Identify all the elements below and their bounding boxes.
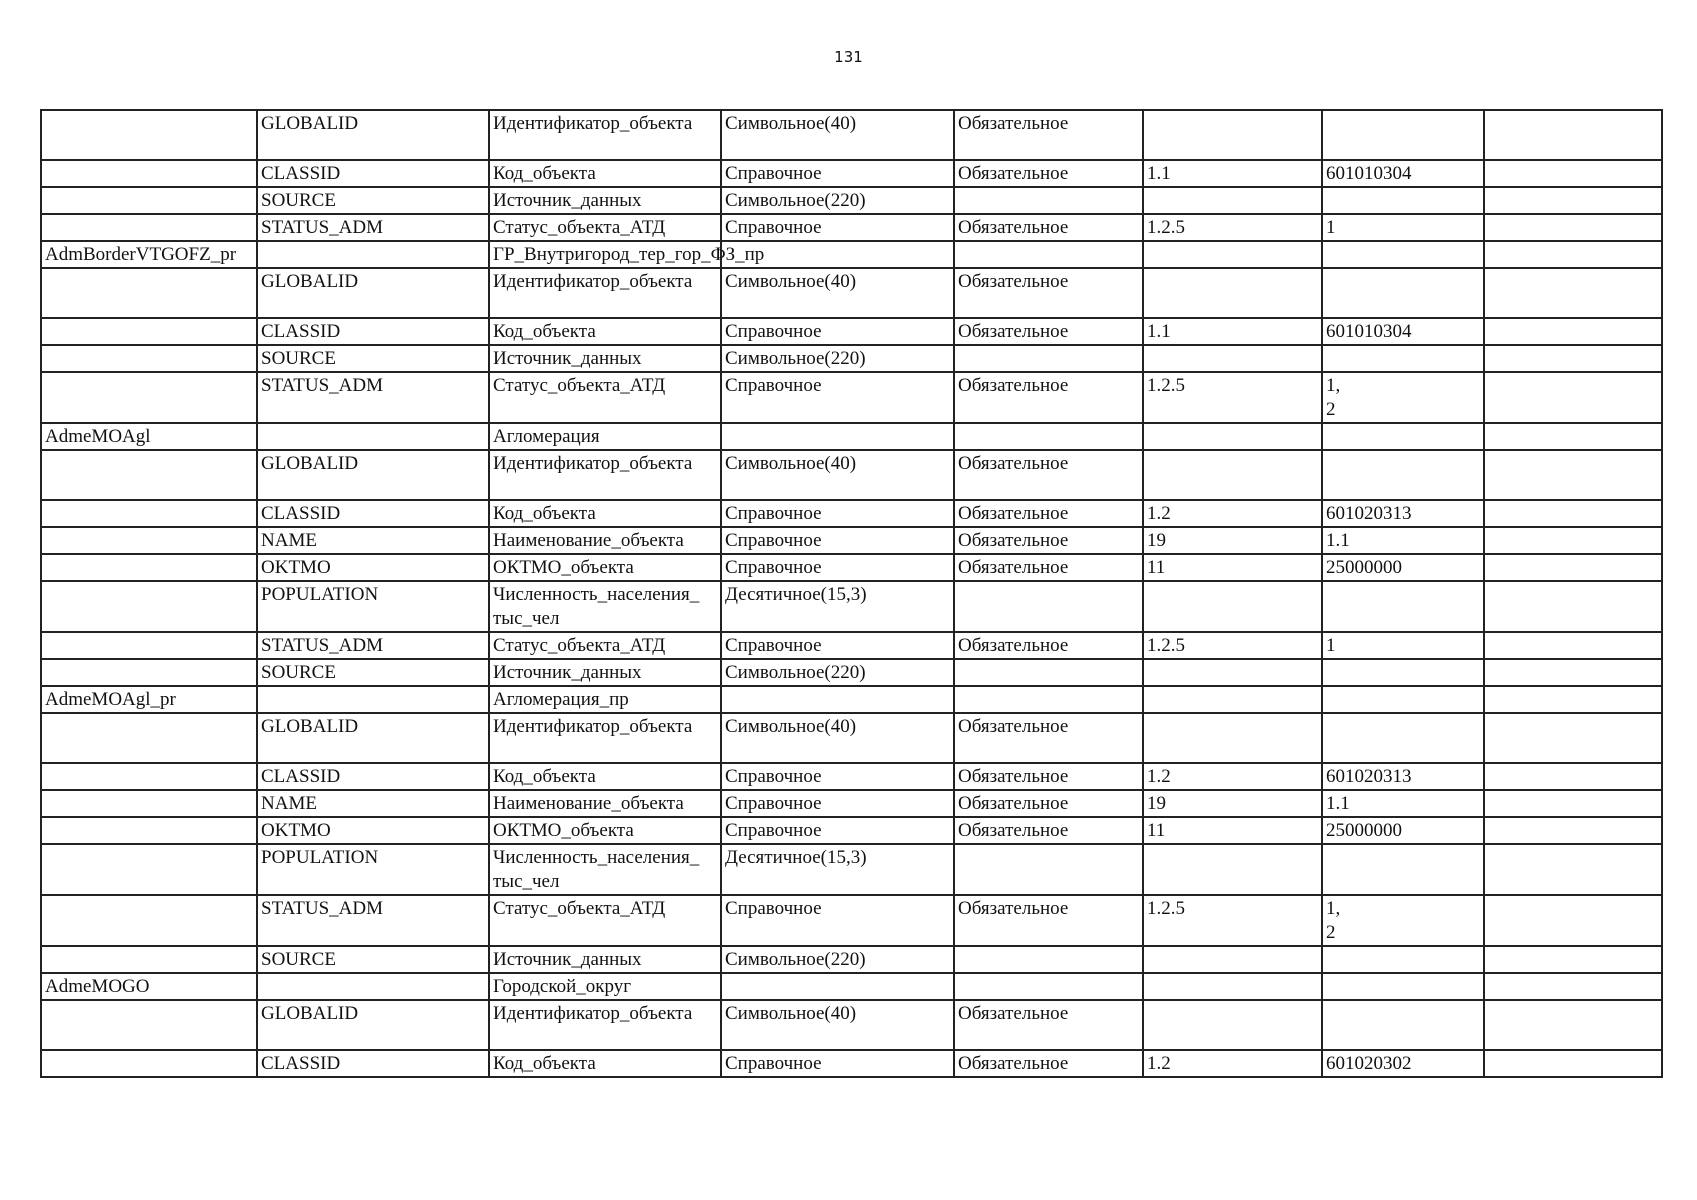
field-alias-cell: Идентификатор_объекта — [489, 1000, 721, 1050]
table-row — [41, 527, 1662, 554]
field-alias-cell: ОКТМО_объекта — [489, 817, 721, 844]
field-name-cell: NAME — [257, 790, 489, 817]
value-cell — [1322, 581, 1484, 632]
value-cell: 1, 2 — [1322, 895, 1484, 946]
field-alias-cell: Код_объекта — [489, 763, 721, 790]
value-cell: 601010304 — [1322, 160, 1484, 187]
layer-name-cell — [41, 632, 257, 659]
layer-name-cell — [41, 527, 257, 554]
field-type-cell: Символьное(220) — [721, 345, 954, 372]
field-name-cell: GLOBALID — [257, 713, 489, 763]
table-row — [41, 110, 1662, 160]
field-alias-cell: Идентификатор_объекта — [489, 110, 721, 160]
field-type-cell: Справочное — [721, 372, 954, 423]
required-cell: Обязательное — [954, 790, 1143, 817]
field-name-cell: CLASSID — [257, 763, 489, 790]
table-row — [41, 581, 1662, 632]
value-cell: 1 — [1322, 632, 1484, 659]
required-cell — [954, 946, 1143, 973]
code-cell: 1.2 — [1143, 500, 1322, 527]
note-cell — [1484, 554, 1662, 581]
note-cell — [1484, 1050, 1662, 1077]
table-row — [41, 1050, 1662, 1077]
required-cell — [954, 423, 1143, 450]
layer-name-cell — [41, 268, 257, 318]
value-cell — [1322, 946, 1484, 973]
value-cell — [1322, 450, 1484, 500]
note-cell — [1484, 527, 1662, 554]
field-name-cell: OKTMO — [257, 817, 489, 844]
required-cell — [954, 241, 1143, 268]
value-cell: 1, 2 — [1322, 372, 1484, 423]
required-cell: Обязательное — [954, 632, 1143, 659]
field-type-cell: Десятичное(15,3) — [721, 844, 954, 895]
field-name-cell: POPULATION — [257, 581, 489, 632]
field-name-cell: GLOBALID — [257, 110, 489, 160]
code-cell — [1143, 946, 1322, 973]
value-cell: 1 — [1322, 214, 1484, 241]
required-cell: Обязательное — [954, 817, 1143, 844]
code-cell — [1143, 241, 1322, 268]
field-type-cell: Справочное — [721, 500, 954, 527]
table-row — [41, 214, 1662, 241]
required-cell: Обязательное — [954, 214, 1143, 241]
code-cell — [1143, 110, 1322, 160]
note-cell — [1484, 659, 1662, 686]
code-cell: 11 — [1143, 554, 1322, 581]
field-type-cell: Справочное — [721, 895, 954, 946]
field-type-cell: Символьное(220) — [721, 659, 954, 686]
layer-name-cell — [41, 500, 257, 527]
field-type-cell: Символьное(40) — [721, 110, 954, 160]
value-cell: 601020313 — [1322, 500, 1484, 527]
table-row — [41, 187, 1662, 214]
required-cell — [954, 844, 1143, 895]
required-cell — [954, 187, 1143, 214]
note-cell — [1484, 844, 1662, 895]
layer-name-cell: AdmBorderVTGOFZ_pr — [41, 241, 257, 268]
field-type-cell: Справочное — [721, 817, 954, 844]
value-cell — [1322, 423, 1484, 450]
note-cell — [1484, 450, 1662, 500]
field-name-cell: GLOBALID — [257, 1000, 489, 1050]
field-alias-cell: Статус_объекта_АТД — [489, 214, 721, 241]
value-cell — [1322, 713, 1484, 763]
field-alias-cell: Источник_данных — [489, 345, 721, 372]
note-cell — [1484, 372, 1662, 423]
field-name-cell — [257, 686, 489, 713]
value-cell: 1.1 — [1322, 790, 1484, 817]
field-alias-cell: Код_объекта — [489, 160, 721, 187]
field-type-cell: Справочное — [721, 527, 954, 554]
code-cell: 1.2.5 — [1143, 895, 1322, 946]
field-type-cell: Символьное(40) — [721, 1000, 954, 1050]
layer-name-cell: AdmeMOGO — [41, 973, 257, 1000]
table-row — [41, 500, 1662, 527]
value-cell — [1322, 659, 1484, 686]
value-cell — [1322, 241, 1484, 268]
table-row — [41, 973, 1662, 1000]
field-name-cell: NAME — [257, 527, 489, 554]
note-cell — [1484, 686, 1662, 713]
layer-name-cell — [41, 659, 257, 686]
note-cell — [1484, 1000, 1662, 1050]
value-cell — [1322, 110, 1484, 160]
note-cell — [1484, 423, 1662, 450]
note-cell — [1484, 763, 1662, 790]
field-type-cell — [721, 686, 954, 713]
note-cell — [1484, 187, 1662, 214]
code-cell: 1.2.5 — [1143, 214, 1322, 241]
required-cell: Обязательное — [954, 527, 1143, 554]
note-cell — [1484, 713, 1662, 763]
value-cell: 25000000 — [1322, 554, 1484, 581]
field-name-cell: STATUS_ADM — [257, 372, 489, 423]
note-cell — [1484, 790, 1662, 817]
layer-name-cell — [41, 160, 257, 187]
required-cell — [954, 973, 1143, 1000]
field-name-cell: STATUS_ADM — [257, 895, 489, 946]
value-cell — [1322, 268, 1484, 318]
value-cell: 601020313 — [1322, 763, 1484, 790]
layer-name-cell — [41, 110, 257, 160]
field-type-cell — [721, 973, 954, 1000]
required-cell: Обязательное — [954, 450, 1143, 500]
field-name-cell: SOURCE — [257, 946, 489, 973]
required-cell — [954, 581, 1143, 632]
required-cell — [954, 686, 1143, 713]
field-alias-cell: ОКТМО_объекта — [489, 554, 721, 581]
field-name-cell: CLASSID — [257, 1050, 489, 1077]
field-type-cell: Справочное — [721, 214, 954, 241]
code-cell: 1.2 — [1143, 1050, 1322, 1077]
layer-name-cell — [41, 450, 257, 500]
code-cell — [1143, 450, 1322, 500]
field-type-cell: Символьное(220) — [721, 946, 954, 973]
required-cell: Обязательное — [954, 268, 1143, 318]
required-cell: Обязательное — [954, 713, 1143, 763]
layer-name-cell — [41, 844, 257, 895]
note-cell — [1484, 318, 1662, 345]
required-cell: Обязательное — [954, 500, 1143, 527]
field-alias-cell: Источник_данных — [489, 659, 721, 686]
code-cell: 19 — [1143, 527, 1322, 554]
code-cell: 11 — [1143, 817, 1322, 844]
code-cell: 1.1 — [1143, 318, 1322, 345]
field-name-cell: CLASSID — [257, 500, 489, 527]
attribute-table — [40, 109, 1663, 1078]
field-type-cell: Справочное — [721, 763, 954, 790]
table-row — [41, 160, 1662, 187]
required-cell: Обязательное — [954, 1050, 1143, 1077]
field-alias-cell: Идентификатор_объекта — [489, 713, 721, 763]
field-name-cell: CLASSID — [257, 160, 489, 187]
field-alias-cell: Код_объекта — [489, 1050, 721, 1077]
field-name-cell: OKTMO — [257, 554, 489, 581]
layer-name-cell — [41, 372, 257, 423]
table-row — [41, 345, 1662, 372]
note-cell — [1484, 500, 1662, 527]
note-cell — [1484, 581, 1662, 632]
note-cell — [1484, 895, 1662, 946]
table-row — [41, 423, 1662, 450]
required-cell: Обязательное — [954, 895, 1143, 946]
field-alias-cell: Статус_объекта_АТД — [489, 895, 721, 946]
table-row — [41, 1000, 1662, 1050]
value-cell: 25000000 — [1322, 817, 1484, 844]
value-cell — [1322, 345, 1484, 372]
field-name-cell: GLOBALID — [257, 450, 489, 500]
layer-name-cell — [41, 1050, 257, 1077]
required-cell — [954, 345, 1143, 372]
required-cell: Обязательное — [954, 160, 1143, 187]
note-cell — [1484, 160, 1662, 187]
note-cell — [1484, 817, 1662, 844]
layer-name-cell — [41, 214, 257, 241]
field-type-cell: Справочное — [721, 790, 954, 817]
note-cell — [1484, 632, 1662, 659]
value-cell — [1322, 844, 1484, 895]
note-cell — [1484, 241, 1662, 268]
field-type-cell: Справочное — [721, 318, 954, 345]
required-cell: Обязательное — [954, 372, 1143, 423]
code-cell: 19 — [1143, 790, 1322, 817]
required-cell: Обязательное — [954, 554, 1143, 581]
layer-name-cell — [41, 817, 257, 844]
field-type-cell: Десятичное(15,3) — [721, 581, 954, 632]
note-cell — [1484, 110, 1662, 160]
field-name-cell — [257, 973, 489, 1000]
code-cell — [1143, 973, 1322, 1000]
table-row — [41, 268, 1662, 318]
code-cell — [1143, 187, 1322, 214]
field-name-cell: GLOBALID — [257, 268, 489, 318]
code-cell — [1143, 345, 1322, 372]
field-type-cell: Символьное(40) — [721, 268, 954, 318]
field-alias-cell: Источник_данных — [489, 946, 721, 973]
note-cell — [1484, 946, 1662, 973]
value-cell: 1.1 — [1322, 527, 1484, 554]
field-type-cell — [721, 423, 954, 450]
field-alias-cell: ГР_Внутригород_тер_гор_ФЗ_пр — [489, 241, 721, 268]
field-type-cell: Справочное — [721, 1050, 954, 1077]
field-name-cell: STATUS_ADM — [257, 632, 489, 659]
value-cell: 601020302 — [1322, 1050, 1484, 1077]
layer-name-cell: AdmeMOAgl — [41, 423, 257, 450]
table-row — [41, 659, 1662, 686]
layer-name-cell — [41, 1000, 257, 1050]
note-cell — [1484, 214, 1662, 241]
table-row — [41, 713, 1662, 763]
code-cell: 1.1 — [1143, 160, 1322, 187]
code-cell — [1143, 844, 1322, 895]
table-row — [41, 790, 1662, 817]
table-row — [41, 763, 1662, 790]
table-body — [41, 110, 1662, 1077]
field-type-cell: Справочное — [721, 160, 954, 187]
note-cell — [1484, 345, 1662, 372]
required-cell: Обязательное — [954, 1000, 1143, 1050]
note-cell — [1484, 973, 1662, 1000]
value-cell — [1322, 686, 1484, 713]
field-alias-cell: Численность_населения_ тыс_чел — [489, 844, 721, 895]
code-cell — [1143, 659, 1322, 686]
field-name-cell — [257, 241, 489, 268]
layer-name-cell — [41, 763, 257, 790]
field-name-cell — [257, 423, 489, 450]
layer-name-cell — [41, 318, 257, 345]
table-row — [41, 632, 1662, 659]
code-cell — [1143, 581, 1322, 632]
field-type-cell: Символьное(40) — [721, 713, 954, 763]
code-cell — [1143, 713, 1322, 763]
field-alias-cell: Статус_объекта_АТД — [489, 372, 721, 423]
code-cell — [1143, 268, 1322, 318]
field-alias-cell: Код_объекта — [489, 318, 721, 345]
table-row — [41, 895, 1662, 946]
code-cell: 1.2.5 — [1143, 372, 1322, 423]
field-name-cell: STATUS_ADM — [257, 214, 489, 241]
layer-name-cell — [41, 554, 257, 581]
field-alias-cell: Агломерация — [489, 423, 721, 450]
table-row — [41, 946, 1662, 973]
field-alias-cell: Численность_населения_ тыс_чел — [489, 581, 721, 632]
field-name-cell: SOURCE — [257, 345, 489, 372]
field-alias-cell: Городской_округ — [489, 973, 721, 1000]
required-cell: Обязательное — [954, 763, 1143, 790]
code-cell: 1.2.5 — [1143, 632, 1322, 659]
required-cell: Обязательное — [954, 110, 1143, 160]
layer-name-cell — [41, 895, 257, 946]
table-row — [41, 686, 1662, 713]
code-cell — [1143, 1000, 1322, 1050]
layer-name-cell — [41, 713, 257, 763]
table-row — [41, 372, 1662, 423]
table-row — [41, 844, 1662, 895]
value-cell — [1322, 187, 1484, 214]
layer-name-cell — [41, 790, 257, 817]
required-cell: Обязательное — [954, 318, 1143, 345]
field-type-cell: Справочное — [721, 554, 954, 581]
field-name-cell: CLASSID — [257, 318, 489, 345]
value-cell — [1322, 973, 1484, 1000]
layer-name-cell — [41, 187, 257, 214]
code-cell — [1143, 686, 1322, 713]
field-type-cell: Справочное — [721, 632, 954, 659]
value-cell — [1322, 1000, 1484, 1050]
page-number: 131 — [834, 48, 863, 66]
field-alias-cell: Статус_объекта_АТД — [489, 632, 721, 659]
note-cell — [1484, 268, 1662, 318]
table-row — [41, 554, 1662, 581]
code-cell: 1.2 — [1143, 763, 1322, 790]
field-alias-cell: Агломерация_пр — [489, 686, 721, 713]
field-type-cell: Символьное(40) — [721, 450, 954, 500]
field-name-cell: SOURCE — [257, 187, 489, 214]
field-type-cell: Символьное(220) — [721, 187, 954, 214]
field-alias-cell: Идентификатор_объекта — [489, 450, 721, 500]
field-name-cell: POPULATION — [257, 844, 489, 895]
table-row — [41, 241, 1662, 268]
field-alias-cell: Источник_данных — [489, 187, 721, 214]
table-row — [41, 318, 1662, 345]
layer-name-cell — [41, 581, 257, 632]
field-alias-cell: Наименование_объекта — [489, 790, 721, 817]
required-cell — [954, 659, 1143, 686]
code-cell — [1143, 423, 1322, 450]
layer-name-cell: AdmeMOAgl_pr — [41, 686, 257, 713]
field-alias-cell: Идентификатор_объекта — [489, 268, 721, 318]
field-alias-cell: Наименование_объекта — [489, 527, 721, 554]
layer-name-cell — [41, 345, 257, 372]
layer-name-cell — [41, 946, 257, 973]
table-row — [41, 450, 1662, 500]
value-cell: 601010304 — [1322, 318, 1484, 345]
field-name-cell: SOURCE — [257, 659, 489, 686]
field-alias-cell: Код_объекта — [489, 500, 721, 527]
table-row — [41, 817, 1662, 844]
